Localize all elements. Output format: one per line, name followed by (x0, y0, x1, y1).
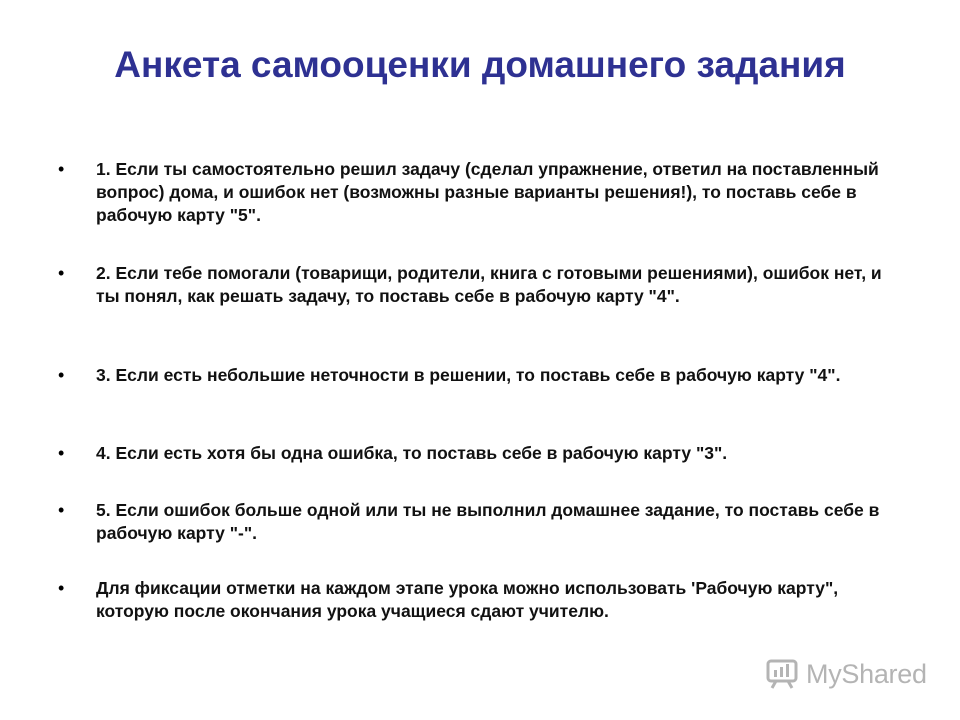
list-item (58, 364, 920, 387)
watermark-text: MyShared (806, 658, 927, 689)
list-item (58, 577, 920, 623)
page-title: Анкета самооценки домашнего задания (114, 44, 846, 85)
list-item-text: 2. Если тебе помогали (товарищи, родители, книга с готовыми решениями), ошибок нет, и ты понял, как решать задачу, то поставь себе в рабочую карту "4". (96, 263, 882, 306)
bullet-dot: • (58, 500, 65, 520)
presentation-board-icon (766, 658, 800, 690)
bullet-dot: • (58, 578, 65, 598)
list-item-text: 1. Если ты самостоятельно решил задачу (сделал упражнение, ответил на поставленный вопрос) дома, и ошибок нет (возможны разные варианты решения!), то поставь себе в рабочую карту "5". (96, 159, 879, 225)
list-item (58, 262, 920, 308)
list-item (58, 499, 920, 545)
bullet-dot: • (58, 263, 65, 283)
list-item (58, 158, 920, 227)
watermark-logo (766, 656, 927, 692)
bullet-dot: • (58, 159, 65, 179)
bullet-dot: • (58, 443, 65, 463)
list-item-text: 5. Если ошибок больше одной или ты не выполнил домашнее задание, то поставь себе в рабочую карту "-". (96, 500, 880, 543)
list-item-text: 4. Если есть хотя бы одна ошибка, то поставь себе в рабочую карту "3". (96, 443, 728, 463)
bullet-dot: • (58, 365, 65, 385)
list-item (58, 442, 920, 465)
list-item-text: 3. Если есть небольшие неточности в решении, то поставь себе в рабочую карту "4". (96, 365, 841, 385)
list-item-text: Для фиксации отметки на каждом этапе урока можно использовать 'Рабочую карту", которую после окончания урока учащиеся сдают учителю. (96, 578, 839, 621)
